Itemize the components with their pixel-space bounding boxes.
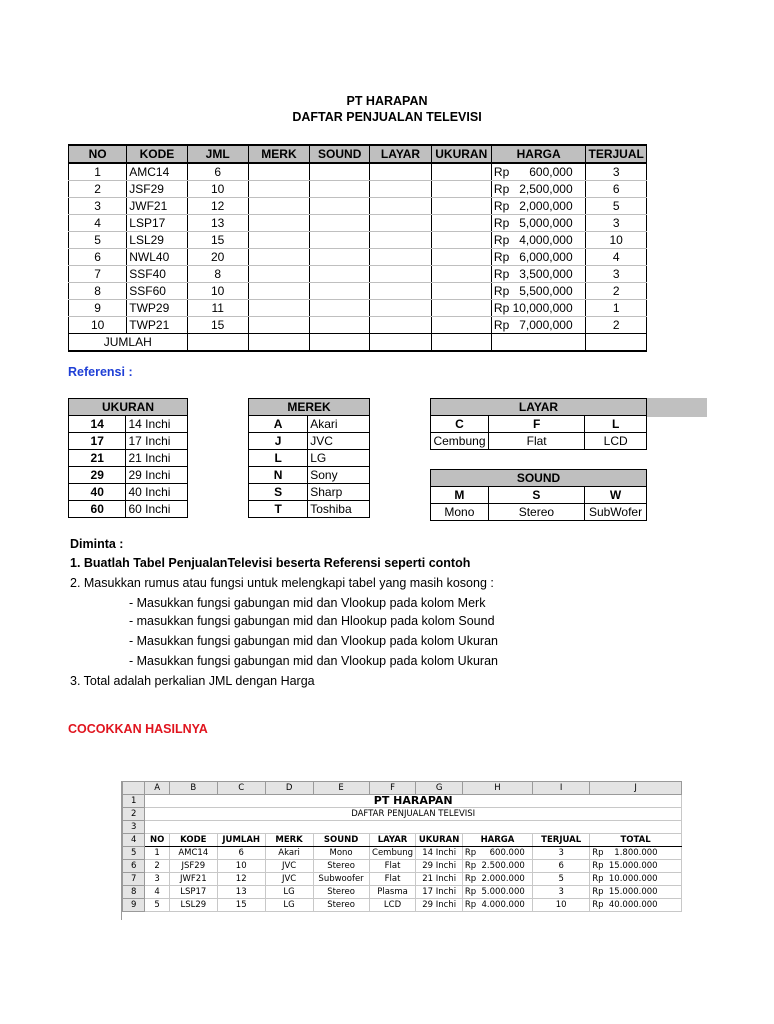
excel-cell: 4	[145, 886, 169, 899]
layar-value: LCD	[585, 433, 647, 450]
sound-header: SOUND	[431, 470, 647, 487]
sales-no: 6	[69, 249, 127, 266]
sales-sound	[310, 181, 370, 198]
excel-cell: Rp 15.000.000	[590, 860, 682, 873]
excel-cell: LSP17	[169, 886, 217, 899]
sales-no: 8	[69, 283, 127, 300]
task-2-sub-4: - Masukkan fungsi gabungan mid dan Vlookup pada kolom Ukuran	[129, 654, 498, 668]
excel-cell: Mono	[313, 847, 369, 860]
excel-header-cell: TERJUAL	[533, 834, 590, 847]
sales-terjual: 3	[586, 163, 647, 181]
sales-harga: Rp 5,000,000	[491, 215, 585, 232]
sales-terjual: 3	[586, 266, 647, 283]
sound-value: Stereo	[488, 504, 584, 521]
excel-cell: JSF29	[169, 860, 217, 873]
sales-total-row	[69, 334, 647, 352]
excel-cell: Flat	[369, 860, 416, 873]
sales-no: 7	[69, 266, 127, 283]
sales-sound	[310, 198, 370, 215]
sales-ukuran	[431, 249, 491, 266]
excel-row-num: 1	[123, 795, 145, 808]
sales-terjual: 1	[586, 300, 647, 317]
sales-header-cell: HARGA	[491, 145, 585, 163]
sales-harga: Rp 2,000,000	[491, 198, 585, 215]
ukuran-row	[69, 450, 188, 467]
ukuran-value: 21 Inchi	[126, 450, 188, 467]
excel-cell: 5	[533, 873, 590, 886]
sales-header-cell: MERK	[248, 145, 309, 163]
task-1: 1. Buatlah Tabel PenjualanTelevisi beserta Referensi seperti contoh	[70, 556, 471, 570]
sales-row	[69, 300, 647, 317]
sales-ukuran	[431, 181, 491, 198]
sales-layar	[370, 232, 431, 249]
excel-row-num: 7	[123, 873, 145, 886]
sales-row	[69, 317, 647, 334]
merek-row	[249, 416, 370, 433]
sales-ukuran	[431, 232, 491, 249]
excel-cell: 29 Inchi	[416, 899, 462, 912]
sound-key: W	[585, 487, 647, 504]
ukuran-value: 40 Inchi	[126, 484, 188, 501]
excel-row-num: 8	[123, 886, 145, 899]
merek-value: Sony	[308, 467, 370, 484]
excel-col-letter: I	[533, 782, 590, 795]
sales-header-cell: LAYAR	[370, 145, 431, 163]
sales-harga: Rp 3,500,000	[491, 266, 585, 283]
excel-cell: Subwoofer	[313, 873, 369, 886]
excel-cell: 6	[217, 847, 265, 860]
excel-row-num: 4	[123, 834, 145, 847]
excel-cell: 10	[217, 860, 265, 873]
ukuran-key: 60	[69, 501, 126, 518]
sales-merk	[248, 181, 309, 198]
ukuran-value: 17 Inchi	[126, 433, 188, 450]
sound-keys-row	[431, 487, 647, 504]
excel-cell: Flat	[369, 873, 416, 886]
sales-kode: AMC14	[127, 163, 187, 181]
excel-header-cell: HARGA	[462, 834, 532, 847]
merek-row	[249, 450, 370, 467]
excel-data-row	[123, 873, 682, 886]
sales-kode: JWF21	[127, 198, 187, 215]
sales-ukuran	[431, 215, 491, 232]
sales-merk	[248, 266, 309, 283]
layar-table	[430, 398, 647, 450]
excel-cell: 29 Inchi	[416, 860, 462, 873]
excel-cell: 2	[145, 860, 169, 873]
excel-row-num: 5	[123, 847, 145, 860]
excel-cell: 1	[145, 847, 169, 860]
sales-jml: 15	[187, 232, 248, 249]
excel-column-header	[123, 782, 682, 795]
excel-col-letter	[123, 782, 145, 795]
sales-layar	[370, 198, 431, 215]
excel-cell: 14 Inchi	[416, 847, 462, 860]
excel-cell: 17 Inchi	[416, 886, 462, 899]
sales-sound	[310, 300, 370, 317]
ukuran-row	[69, 501, 188, 518]
excel-row-num: 3	[123, 821, 145, 834]
sound-value: SubWofer	[585, 504, 647, 521]
grey-bar	[647, 398, 707, 417]
sales-sound	[310, 249, 370, 266]
sales-ukuran	[431, 317, 491, 334]
layar-key: C	[431, 416, 489, 433]
sales-no: 2	[69, 181, 127, 198]
layar-header: LAYAR	[431, 399, 647, 416]
sound-table	[430, 469, 647, 521]
sales-no: 4	[69, 215, 127, 232]
sales-layar	[370, 163, 431, 181]
sales-ukuran	[431, 300, 491, 317]
excel-cell: Akari	[265, 847, 313, 860]
sales-ukuran	[431, 198, 491, 215]
excel-cell: Rp 5.000.000	[462, 886, 532, 899]
excel-cell: JVC	[265, 860, 313, 873]
excel-col-letter: A	[145, 782, 169, 795]
sales-merk	[248, 317, 309, 334]
sales-jml: 12	[187, 198, 248, 215]
sales-header-row	[69, 145, 647, 163]
excel-data-row	[123, 860, 682, 873]
sales-ukuran	[431, 283, 491, 300]
excel-row-num: 9	[123, 899, 145, 912]
merek-key: L	[249, 450, 308, 467]
excel-header-row	[123, 834, 682, 847]
sales-sound	[310, 163, 370, 181]
sales-sound	[310, 266, 370, 283]
excel-cell: 12	[217, 873, 265, 886]
merek-value: JVC	[308, 433, 370, 450]
excel-cell: 10	[533, 899, 590, 912]
sales-merk	[248, 283, 309, 300]
excel-col-letter: H	[462, 782, 532, 795]
sales-header-cell: KODE	[127, 145, 187, 163]
layar-key: L	[585, 416, 647, 433]
excel-cell: JVC	[265, 873, 313, 886]
merek-value: Sharp	[308, 484, 370, 501]
layar-keys-row	[431, 416, 647, 433]
excel-header-cell: SOUND	[313, 834, 369, 847]
sales-kode: JSF29	[127, 181, 187, 198]
excel-header-cell: TOTAL	[590, 834, 682, 847]
merek-key: S	[249, 484, 308, 501]
sales-row	[69, 181, 647, 198]
sales-jml: 8	[187, 266, 248, 283]
sales-terjual: 2	[586, 317, 647, 334]
sales-table	[68, 144, 647, 352]
sound-key: S	[488, 487, 584, 504]
ukuran-key: 21	[69, 450, 126, 467]
excel-cell: 13	[217, 886, 265, 899]
excel-header-cell: NO	[145, 834, 169, 847]
merek-row	[249, 433, 370, 450]
sound-value: Mono	[431, 504, 489, 521]
sales-sound	[310, 283, 370, 300]
sales-header-cell: JML	[187, 145, 248, 163]
sales-total-cell	[310, 334, 370, 352]
excel-subtitle: DAFTAR PENJUALAN TELEVISI	[145, 808, 682, 821]
sales-header-cell: SOUND	[310, 145, 370, 163]
sales-jml: 13	[187, 215, 248, 232]
sales-layar	[370, 181, 431, 198]
sales-merk	[248, 215, 309, 232]
merek-key: A	[249, 416, 308, 433]
sales-layar	[370, 317, 431, 334]
sound-values-row	[431, 504, 647, 521]
merek-key: T	[249, 501, 308, 518]
excel-title: PT HARAPAN	[145, 795, 682, 808]
excel-col-letter: J	[590, 782, 682, 795]
sales-header-cell: UKURAN	[431, 145, 491, 163]
excel-col-letter: C	[217, 782, 265, 795]
sales-layar	[370, 283, 431, 300]
merek-value: Akari	[308, 416, 370, 433]
excel-row-num: 2	[123, 808, 145, 821]
merek-key: N	[249, 467, 308, 484]
sales-jml: 10	[187, 283, 248, 300]
excel-cell: Plasma	[369, 886, 416, 899]
sales-layar	[370, 249, 431, 266]
sales-total-cell	[187, 334, 248, 352]
ukuran-key: 17	[69, 433, 126, 450]
merek-row	[249, 484, 370, 501]
sales-total-label: JUMLAH	[69, 334, 188, 352]
sales-no: 5	[69, 232, 127, 249]
sales-sound	[310, 232, 370, 249]
merek-row	[249, 501, 370, 518]
sales-header-cell: NO	[69, 145, 127, 163]
excel-cell: Rp 2.500.000	[462, 860, 532, 873]
layar-value: Flat	[488, 433, 584, 450]
excel-col-letter: E	[313, 782, 369, 795]
excel-row-num: 6	[123, 860, 145, 873]
excel-cell: LG	[265, 899, 313, 912]
excel-cell: Rp 600.000	[462, 847, 532, 860]
sales-total-cell	[431, 334, 491, 352]
excel-col-letter: B	[169, 782, 217, 795]
sales-jml: 6	[187, 163, 248, 181]
sales-row	[69, 163, 647, 181]
sales-harga: Rp 2,500,000	[491, 181, 585, 198]
sales-merk	[248, 163, 309, 181]
ukuran-value: 29 Inchi	[126, 467, 188, 484]
excel-cell: 3	[145, 873, 169, 886]
sales-terjual: 2	[586, 283, 647, 300]
sales-row	[69, 266, 647, 283]
referensi-label: Referensi :	[68, 365, 133, 379]
ukuran-row	[69, 467, 188, 484]
sales-layar	[370, 266, 431, 283]
sales-jml: 11	[187, 300, 248, 317]
ukuran-value: 60 Inchi	[126, 501, 188, 518]
sales-terjual: 5	[586, 198, 647, 215]
sales-row	[69, 215, 647, 232]
excel-blank	[145, 821, 682, 834]
page-title: PT HARAPAN	[346, 94, 428, 108]
excel-col-letter: D	[265, 782, 313, 795]
excel-screenshot	[121, 781, 658, 920]
excel-header-cell: KODE	[169, 834, 217, 847]
page-subtitle: DAFTAR PENJUALAN TELEVISI	[292, 110, 482, 124]
sales-kode: TWP21	[127, 317, 187, 334]
ukuran-row	[69, 416, 188, 433]
sales-merk	[248, 198, 309, 215]
sales-harga: Rp 600,000	[491, 163, 585, 181]
excel-header-cell: LAYAR	[369, 834, 416, 847]
sales-row	[69, 249, 647, 266]
sales-total-cell	[586, 334, 647, 352]
excel-data-row	[123, 886, 682, 899]
sales-ukuran	[431, 163, 491, 181]
excel-data-row	[123, 899, 682, 912]
excel-cell: Rp 40.000.000	[590, 899, 682, 912]
excel-cell: AMC14	[169, 847, 217, 860]
merek-key: J	[249, 433, 308, 450]
sales-sound	[310, 317, 370, 334]
sound-key: M	[431, 487, 489, 504]
layar-value: Cembung	[431, 433, 489, 450]
sales-no: 3	[69, 198, 127, 215]
sales-harga: Rp 7,000,000	[491, 317, 585, 334]
excel-cell: Rp 2.000.000	[462, 873, 532, 886]
excel-header-cell: UKURAN	[416, 834, 462, 847]
sales-total-cell	[370, 334, 431, 352]
excel-cell: Cembung	[369, 847, 416, 860]
merek-header: MEREK	[249, 399, 370, 416]
sales-merk	[248, 249, 309, 266]
sales-jml: 10	[187, 181, 248, 198]
layar-key: F	[488, 416, 584, 433]
sales-no: 9	[69, 300, 127, 317]
sales-terjual: 6	[586, 181, 647, 198]
sales-kode: TWP29	[127, 300, 187, 317]
sales-header-cell: TERJUAL	[586, 145, 647, 163]
excel-cell: LG	[265, 886, 313, 899]
sales-terjual: 4	[586, 249, 647, 266]
merek-table	[248, 398, 370, 518]
ukuran-row	[69, 433, 188, 450]
merek-value: LG	[308, 450, 370, 467]
ukuran-key: 40	[69, 484, 126, 501]
sales-row	[69, 198, 647, 215]
task-title: Diminta :	[70, 537, 124, 551]
excel-cell: 21 Inchi	[416, 873, 462, 886]
ukuran-key: 14	[69, 416, 126, 433]
sales-harga: Rp 6,000,000	[491, 249, 585, 266]
excel-cell: Rp 15.000.000	[590, 886, 682, 899]
sales-merk	[248, 232, 309, 249]
excel-cell: 5	[145, 899, 169, 912]
sales-no: 10	[69, 317, 127, 334]
excel-header-cell: JUMLAH	[217, 834, 265, 847]
sales-jml: 15	[187, 317, 248, 334]
excel-cell: Stereo	[313, 899, 369, 912]
sales-row	[69, 232, 647, 249]
excel-cell: 15	[217, 899, 265, 912]
sales-terjual: 3	[586, 215, 647, 232]
sales-harga: Rp 5,500,000	[491, 283, 585, 300]
excel-cell: Stereo	[313, 886, 369, 899]
ukuran-key: 29	[69, 467, 126, 484]
sales-harga: Rp 10,000,000	[491, 300, 585, 317]
sales-layar	[370, 215, 431, 232]
ukuran-table	[68, 398, 188, 518]
ukuran-header: UKURAN	[69, 399, 188, 416]
task-2: 2. Masukkan rumus atau fungsi untuk melengkapi tabel yang masih kosong :	[70, 576, 494, 590]
excel-cell: 6	[533, 860, 590, 873]
excel-cell: JWF21	[169, 873, 217, 886]
sales-kode: NWL40	[127, 249, 187, 266]
excel-header-cell: MERK	[265, 834, 313, 847]
sales-no: 1	[69, 163, 127, 181]
sales-row	[69, 283, 647, 300]
cocokkan-label: COCOKKAN HASILNYA	[68, 722, 208, 736]
sales-total-cell	[491, 334, 585, 352]
sales-total-cell	[248, 334, 309, 352]
sales-terjual: 10	[586, 232, 647, 249]
ukuran-value: 14 Inchi	[126, 416, 188, 433]
sales-kode: SSF40	[127, 266, 187, 283]
sales-merk	[248, 300, 309, 317]
excel-cell: Stereo	[313, 860, 369, 873]
sales-kode: SSF60	[127, 283, 187, 300]
excel-data-row	[123, 847, 682, 860]
task-2-sub-2: - masukkan fungsi gabungan mid dan Hlookup pada kolom Sound	[129, 614, 495, 628]
sales-sound	[310, 215, 370, 232]
sales-ukuran	[431, 266, 491, 283]
layar-values-row	[431, 433, 647, 450]
sales-kode: LSL29	[127, 232, 187, 249]
merek-row	[249, 467, 370, 484]
excel-cell: 3	[533, 847, 590, 860]
merek-value: Toshiba	[308, 501, 370, 518]
excel-cell: 3	[533, 886, 590, 899]
sales-kode: LSP17	[127, 215, 187, 232]
ukuran-row	[69, 484, 188, 501]
excel-col-letter: F	[369, 782, 416, 795]
excel-cell: LSL29	[169, 899, 217, 912]
excel-grid	[122, 781, 682, 912]
excel-cell: Rp 4.000.000	[462, 899, 532, 912]
excel-cell: LCD	[369, 899, 416, 912]
sales-layar	[370, 300, 431, 317]
task-2-sub-1: - Masukkan fungsi gabungan mid dan Vlookup pada kolom Merk	[129, 596, 486, 610]
excel-col-letter: G	[416, 782, 462, 795]
sales-jml: 20	[187, 249, 248, 266]
task-3: 3. Total adalah perkalian JML dengan Harga	[70, 674, 315, 688]
excel-cell: Rp 10.000.000	[590, 873, 682, 886]
sales-harga: Rp 4,000,000	[491, 232, 585, 249]
excel-cell: Rp 1.800.000	[590, 847, 682, 860]
task-2-sub-3: - Masukkan fungsi gabungan mid dan Vlookup pada kolom Ukuran	[129, 634, 498, 648]
